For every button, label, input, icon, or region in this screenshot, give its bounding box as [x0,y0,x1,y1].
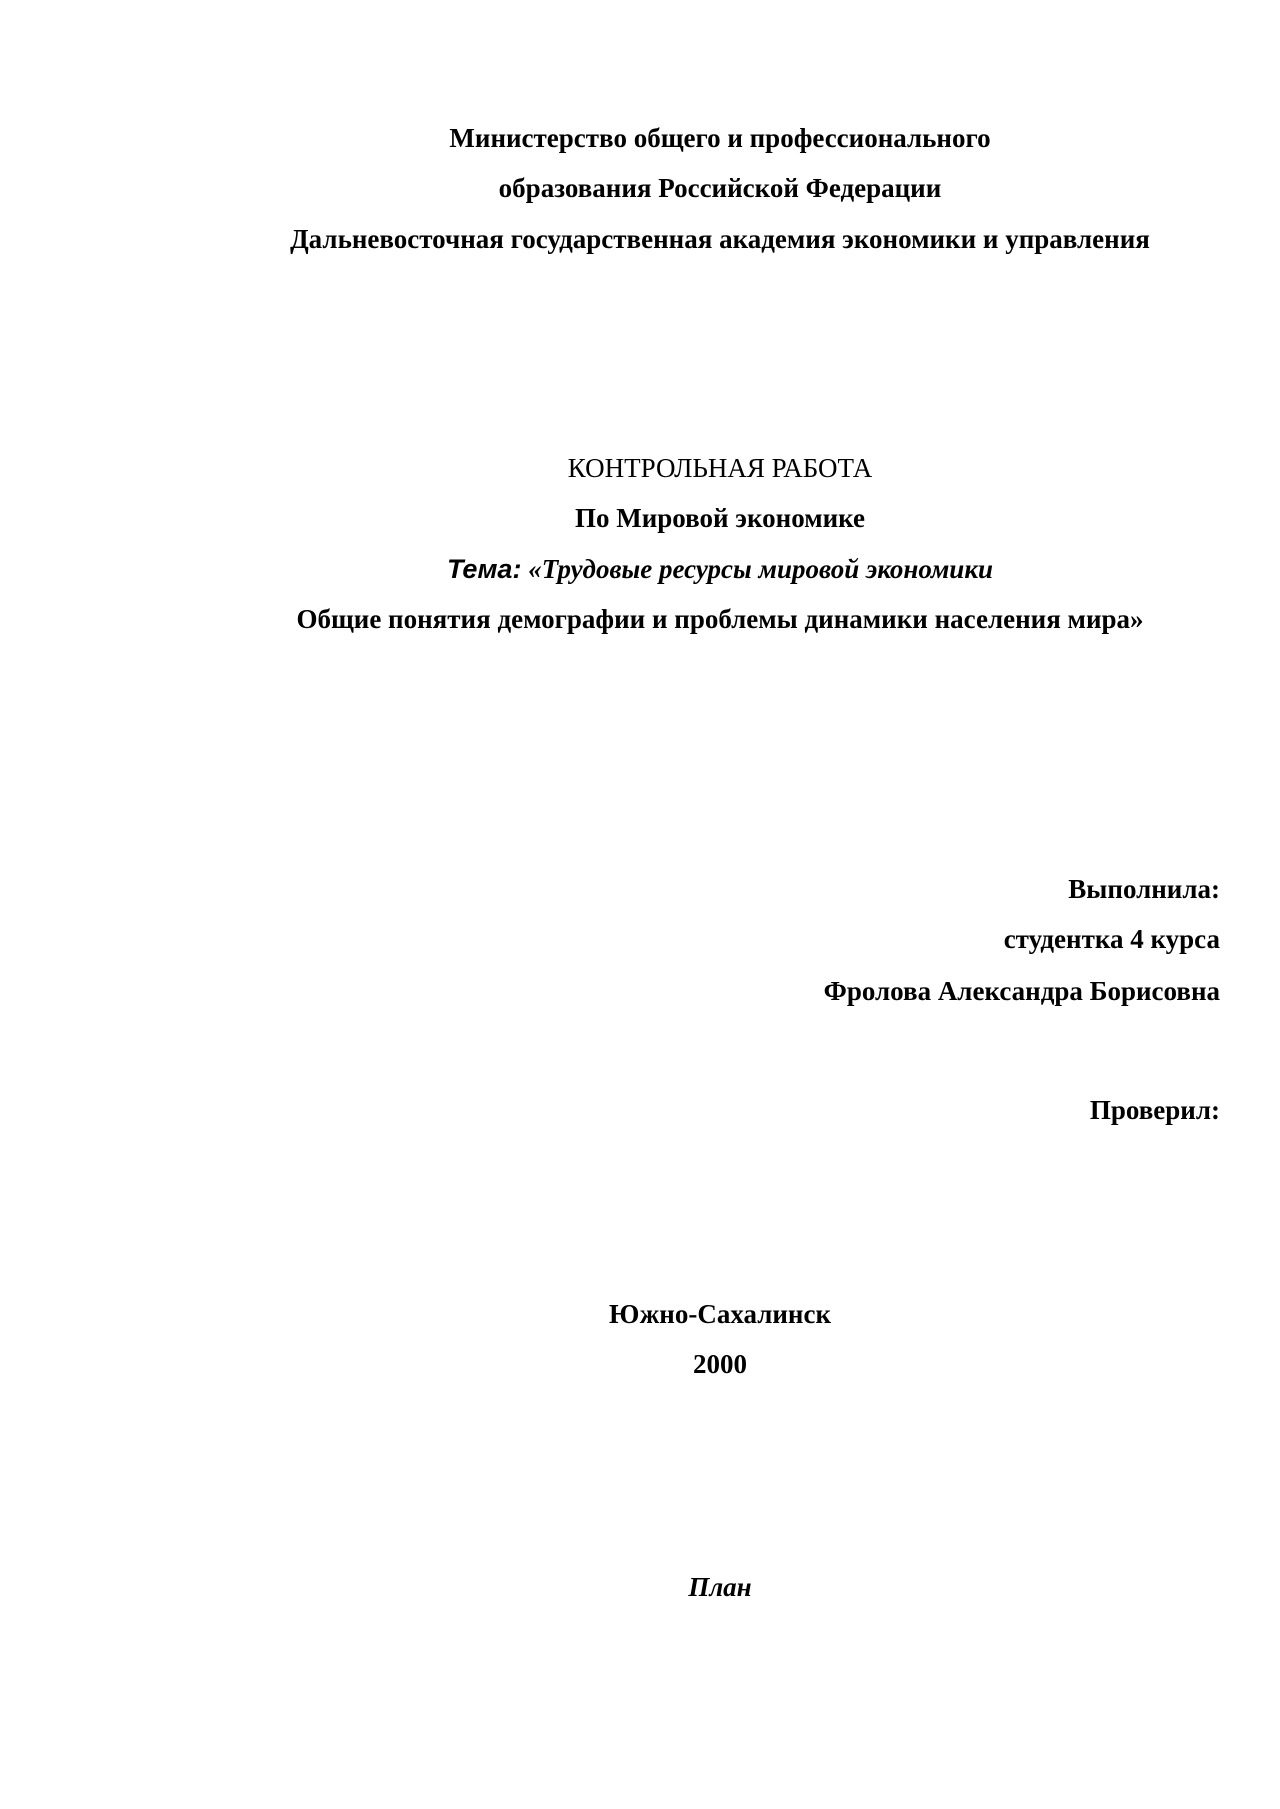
ministry-line-2: образования Российской Федерации [498,173,942,203]
theme-line [240,552,1200,586]
year: 2000 [693,1349,747,1379]
theme-label: Тема: [446,554,522,584]
academy-name: Дальневосточная государственная академия экономики и управления [290,224,1150,254]
author-name: Фролова Александра Борисовна [823,976,1220,1006]
plan-heading: План [688,1572,752,1602]
reviewer-label: Проверил: [1089,1095,1220,1125]
author-label: Выполнила: [1068,874,1220,904]
work-type-title: КОНТРОЛЬНАЯ РАБОТА [567,453,873,483]
subject-line: По Мировой экономике [574,503,866,533]
city: Южно-Сахалинск [608,1299,832,1329]
theme-text-part-1: «Трудовые ресурсы мировой экономики [521,554,994,584]
author-course: студентка 4 курса [1003,924,1220,954]
theme-text-part-2: Общие понятия демографии и проблемы динамики населения мира» [296,604,1144,634]
ministry-line-1: Министерство общего и профессионального [449,123,991,153]
